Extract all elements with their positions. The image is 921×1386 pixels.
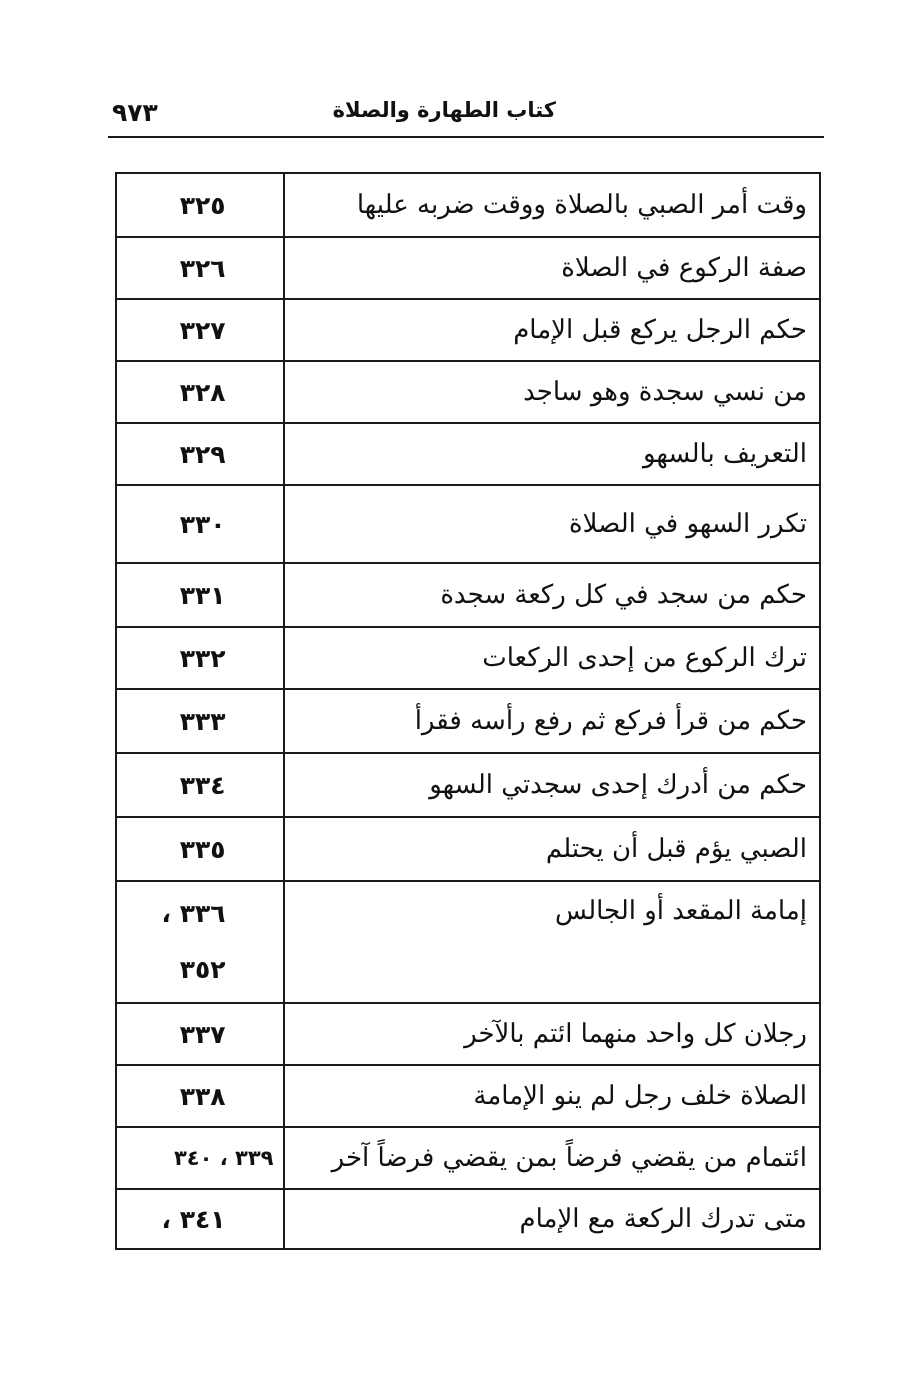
page-reference-line: ٣٣٦ ، (161, 899, 226, 928)
topic-title: ترك الركوع من إحدى الركعات (284, 627, 820, 689)
table-row (116, 237, 820, 299)
table-row (116, 1065, 820, 1127)
table-row (116, 881, 820, 1003)
topic-title: الصبي يؤم قبل أن يحتلم (284, 817, 820, 881)
page-reference: ٣٣١ (116, 563, 284, 627)
page-reference: ٣٣٧ (116, 1003, 284, 1065)
running-title: كتاب الطهارة والصلاة (332, 98, 556, 122)
table-row (116, 423, 820, 485)
table-row (116, 689, 820, 753)
topic-title: حكم من أدرك إحدى سجدتي السهو (284, 753, 820, 817)
topic-title: تكرر السهو في الصلاة (284, 485, 820, 563)
topic-title: من نسي سجدة وهو ساجد (284, 361, 820, 423)
page-reference (116, 881, 284, 1003)
table-row (116, 1003, 820, 1065)
table-row (116, 485, 820, 563)
page-reference-line: ٣٥٢ (179, 955, 226, 984)
page-reference: ٣٢٧ (116, 299, 284, 361)
topic-title: صفة الركوع في الصلاة (284, 237, 820, 299)
page-reference: ٣٣٣ (116, 689, 284, 753)
page-reference: ٣٤١ ، (116, 1189, 284, 1249)
page-reference: ٣٢٨ (116, 361, 284, 423)
topic-title: الصلاة خلف رجل لم ينو الإمامة (284, 1065, 820, 1127)
page-number: ٩٧٣ (112, 98, 158, 127)
page-reference: ٣٣٤ (116, 753, 284, 817)
page-reference: ٣٣٨ (116, 1065, 284, 1127)
page-reference: ٣٢٦ (116, 237, 284, 299)
topic-title: حكم من قرأ فركع ثم رفع رأسه فقرأ (284, 689, 820, 753)
topic-title: ائتمام من يقضي فرضاً بمن يقضي فرضاً آخر (284, 1127, 820, 1189)
page-reference: ٣٣٢ (116, 627, 284, 689)
topic-title: حكم من سجد في كل ركعة سجدة (284, 563, 820, 627)
page-reference: ٣٢٥ (116, 173, 284, 237)
topic-title: حكم الرجل يركع قبل الإمام (284, 299, 820, 361)
table-row (116, 817, 820, 881)
page-reference: ٣٣٠ (116, 485, 284, 563)
page-reference: ٣٣٥ (116, 817, 284, 881)
table-row (116, 1127, 820, 1189)
page-reference: ٣٣٩ ، ٣٤٠ (116, 1127, 284, 1189)
table-row (116, 173, 820, 237)
topic-title: وقت أمر الصبي بالصلاة ووقت ضربه عليها (284, 173, 820, 237)
topic-title: إمامة المقعد أو الجالس (284, 881, 820, 1003)
page-reference: ٣٢٩ (116, 423, 284, 485)
table-row (116, 299, 820, 361)
topic-title: متى تدرك الركعة مع الإمام (284, 1189, 820, 1249)
table-row (116, 627, 820, 689)
table-row (116, 361, 820, 423)
topic-title: التعريف بالسهو (284, 423, 820, 485)
index-table (115, 172, 821, 1250)
table-row (116, 1189, 820, 1249)
table-row (116, 753, 820, 817)
topic-title: رجلان كل واحد منهما ائتم بالآخر (284, 1003, 820, 1065)
page-header (108, 92, 824, 138)
table-row (116, 563, 820, 627)
